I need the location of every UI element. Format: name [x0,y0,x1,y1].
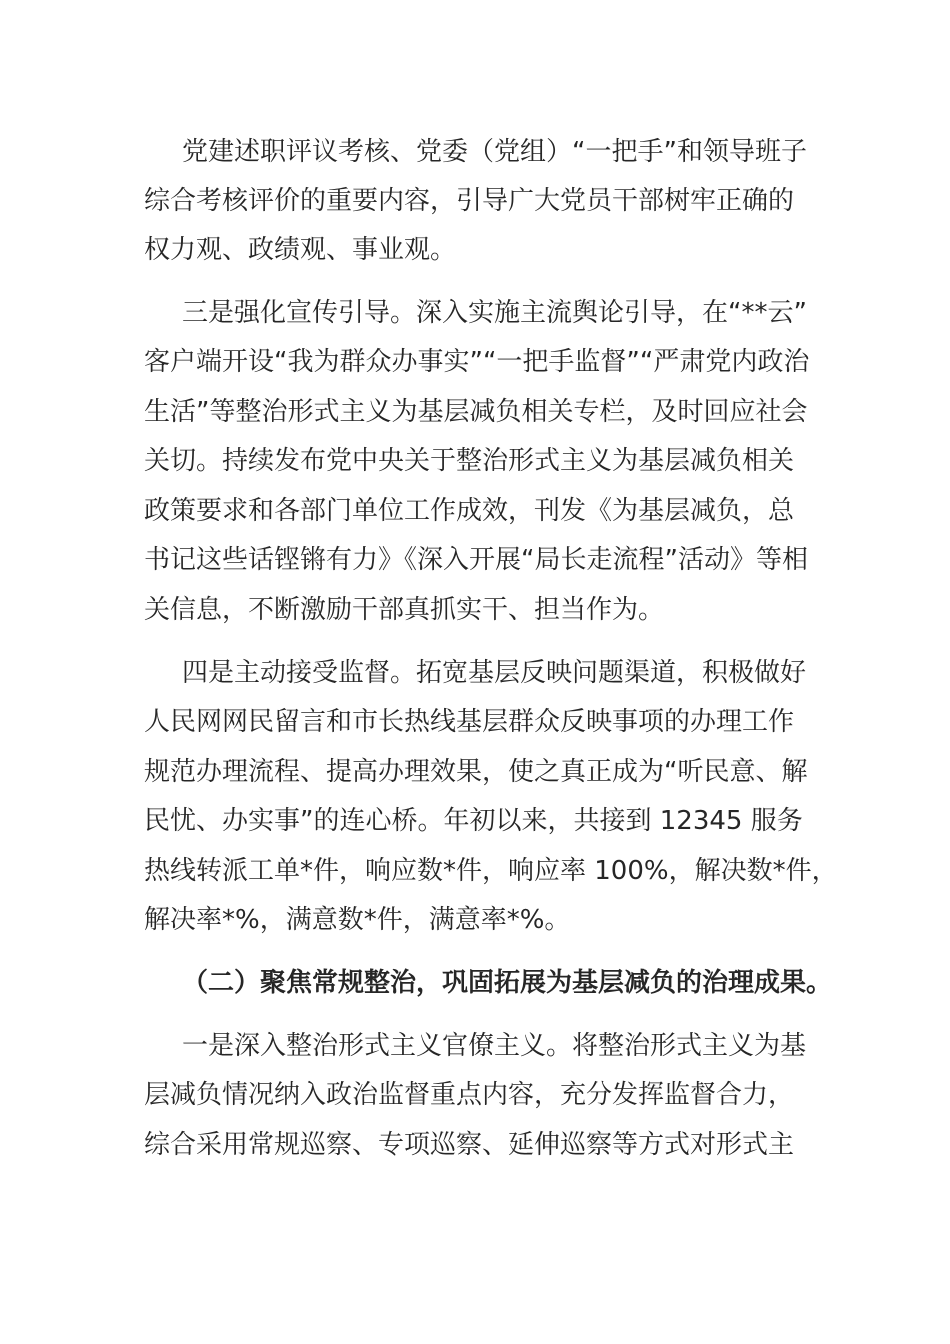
paragraph-1-line-3: 权力观、政绩观、事业观。 [144,235,457,265]
paragraph-3-line-1: 四是主动接受监督。拓宽基层反映问题渠道，积极做好 [182,658,807,688]
paragraph-1-line-2: 综合考核评价的重要内容，引导广大党员干部树牢正确的 [144,186,795,216]
paragraph-2-line-4: 关切。持续发布党中央关于整治形式主义为基层减负相关 [144,446,795,476]
paragraph-2-line-7: 关信息，不断激励干部真抓实干、担当作为。 [144,595,665,625]
paragraph-2-line-2: 客户端开设“我为群众办事实”“一把手监督”“严肃党内政治 [144,347,810,377]
paragraph-4-line-2: 层减负情况纳入政治监督重点内容，充分发挥监督合力， [144,1080,795,1110]
paragraph-1-line-1: 党建述职评议考核、党委（党组）“一把手”和领导班子 [182,137,807,167]
paragraph-3-line-5: 热线转派工单*件，响应数*件，响应率 100%，解决数*件， [144,856,838,886]
paragraph-4-line-3: 综合采用常规巡察、专项巡察、延伸巡察等方式对形式主 [144,1130,795,1160]
paragraph-4-line-1: 一是深入整治形式主义官僚主义。将整治形式主义为基 [182,1031,807,1061]
paragraph-3-line-3: 规范办理流程、提高办理效果，使之真正成为“听民意、解 [144,757,808,787]
paragraph-2-line-5: 政策要求和各部门单位工作成效，刊发《为基层减负，总 [144,496,795,526]
paragraph-3-line-6: 解决率*%，满意数*件，满意率*%。 [144,905,571,935]
paragraph-2-line-6: 书记这些话铿锵有力》《深入开展“局长走流程”活动》等相 [144,545,808,575]
paragraph-2-line-3: 生活”等整治形式主义为基层减负相关专栏，及时回应社会 [144,397,808,427]
section-heading: （二）聚焦常规整治，巩固拓展为基层减负的治理成果。 [182,968,833,998]
paragraph-3-line-4: 民忧、办实事”的连心桥。年初以来，共接到 12345 服务 [144,806,803,836]
paragraph-2-line-1: 三是强化宣传引导。深入实施主流舆论引导，在“**云” [182,298,807,328]
paragraph-3-line-2: 人民网网民留言和市长热线基层群众反映事项的办理工作 [144,707,795,737]
